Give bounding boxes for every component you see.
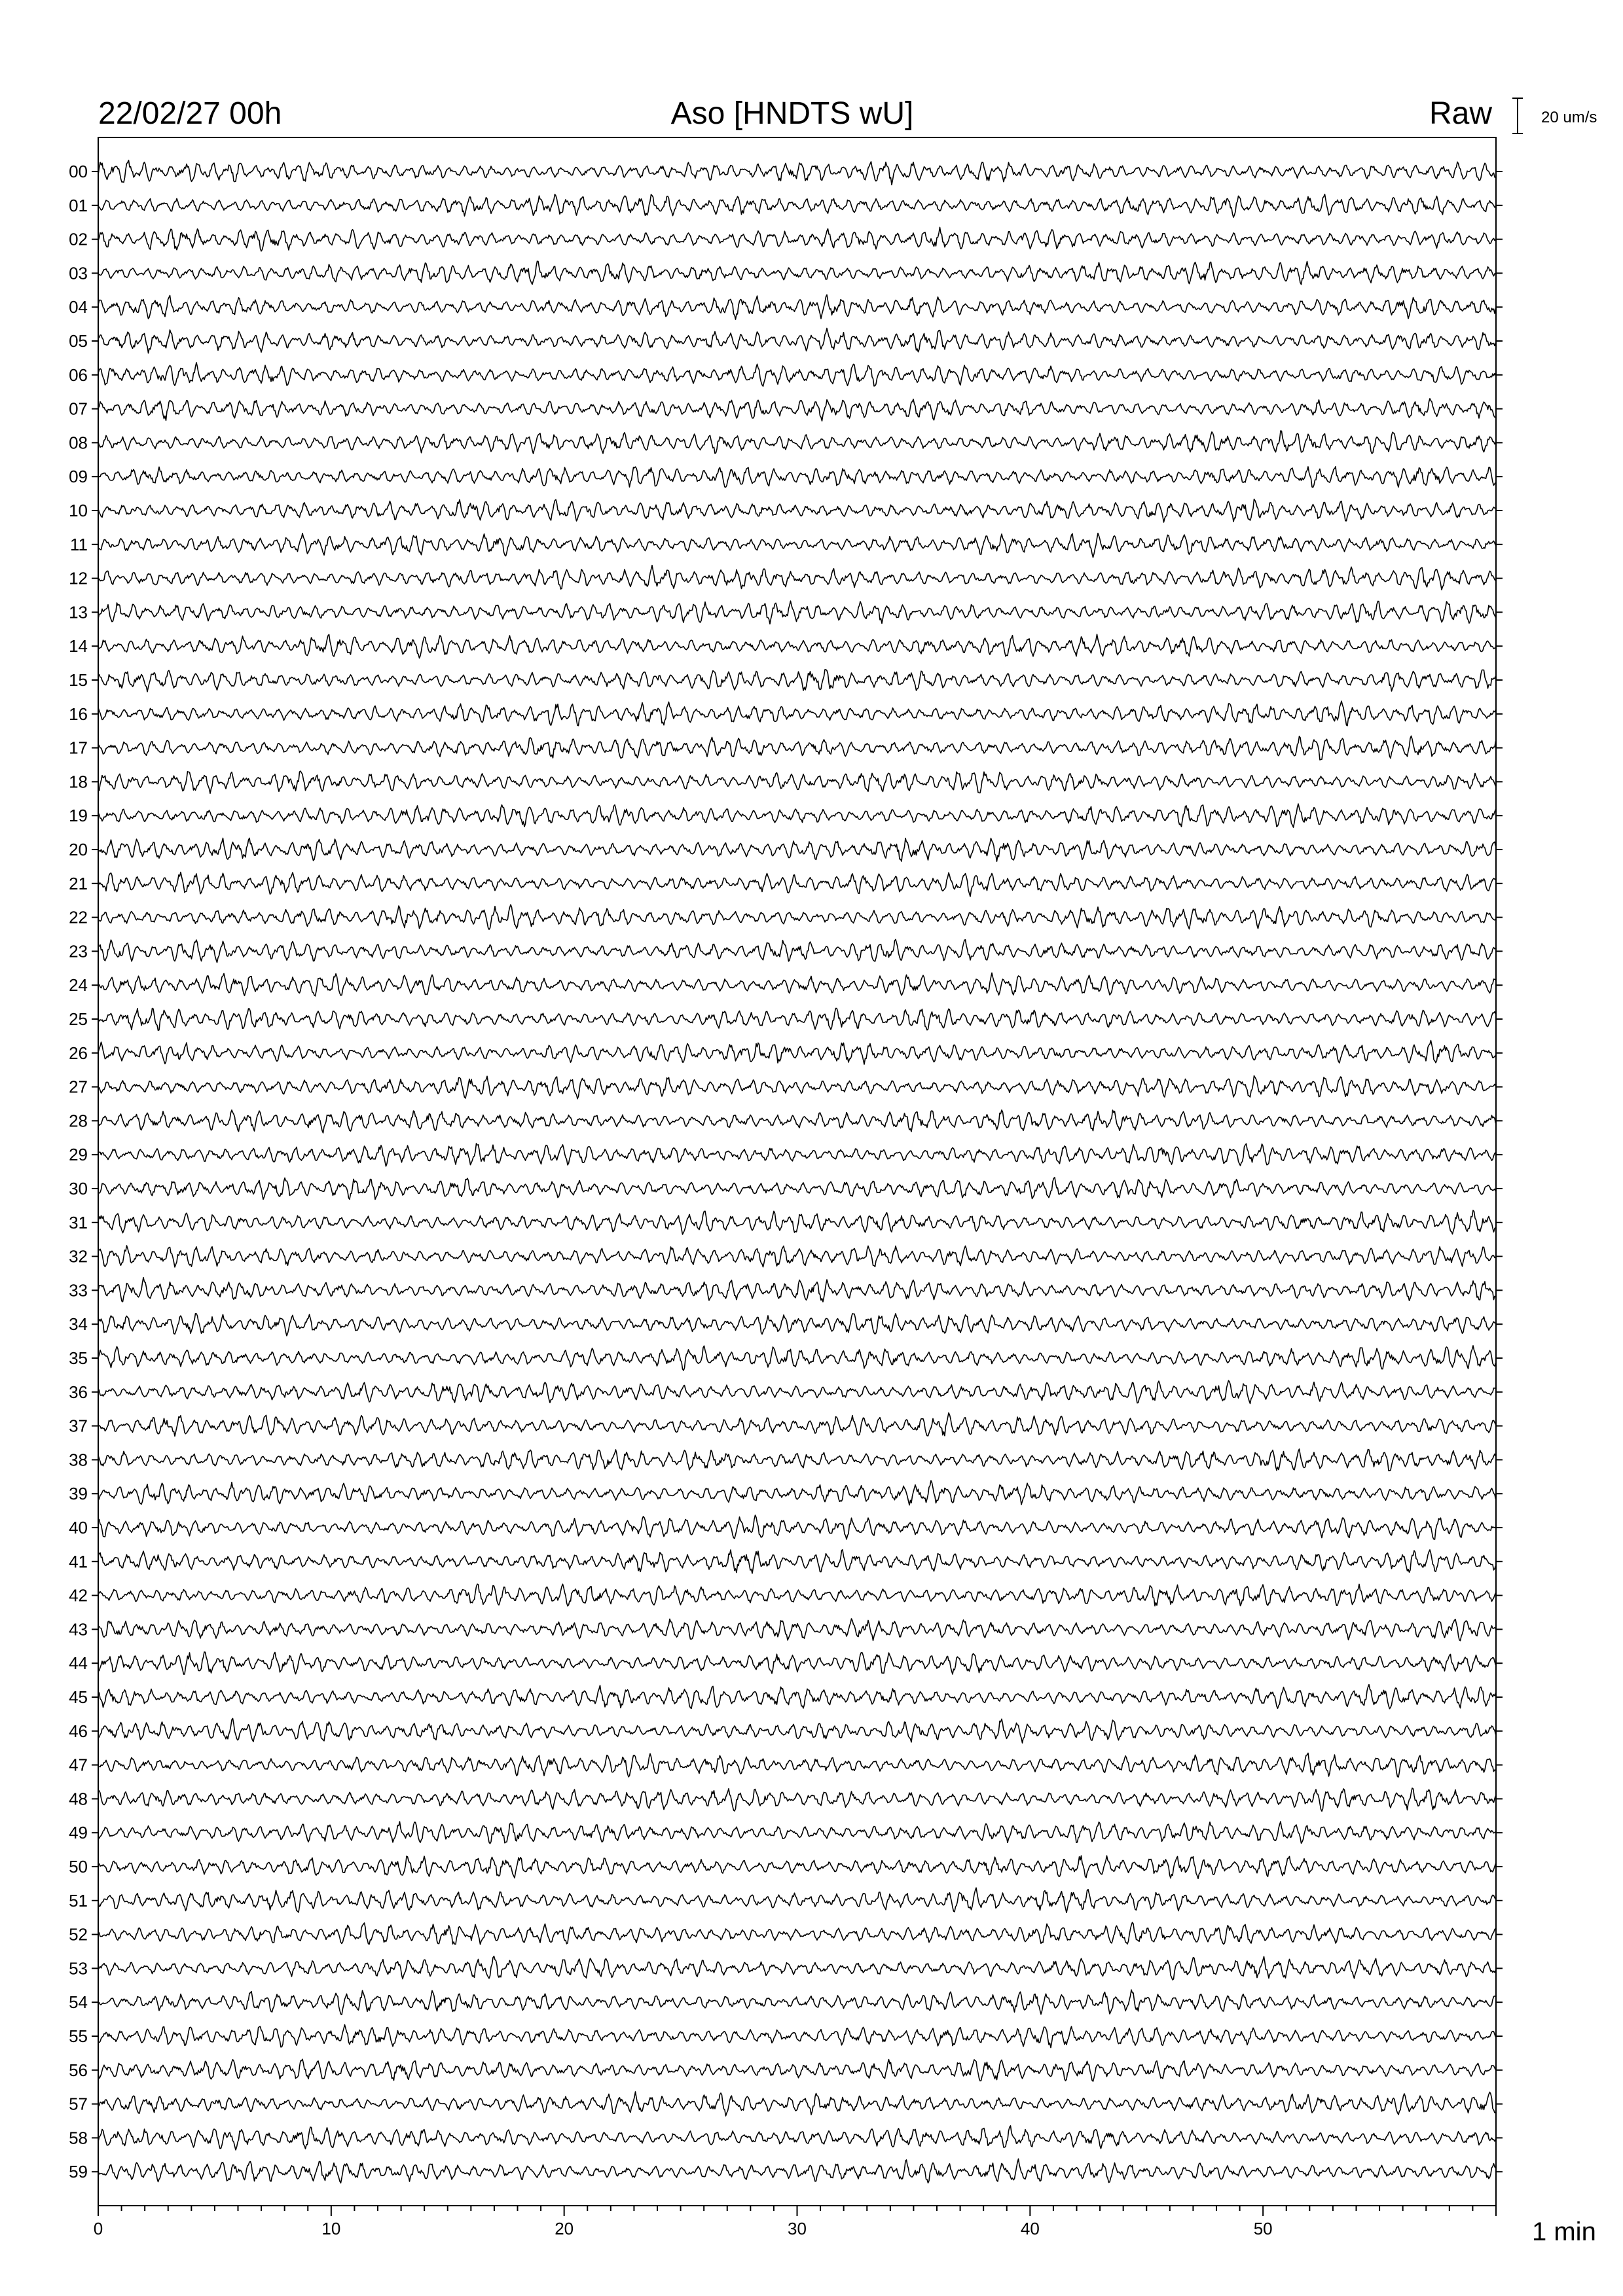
row-label-19: 19: [69, 806, 88, 826]
station-title: Aso [HNDTS wU]: [670, 96, 914, 131]
row-label-29: 29: [69, 1145, 88, 1165]
trace-row-02: [98, 227, 1496, 251]
row-label-23: 23: [69, 941, 88, 961]
row-label-39: 39: [69, 1484, 88, 1504]
trace-row-13: [98, 601, 1496, 624]
row-label-26: 26: [69, 1043, 88, 1063]
trace-row-50: [98, 1856, 1496, 1878]
x-tick-label-0: 0: [93, 2219, 103, 2238]
row-label-22: 22: [69, 907, 88, 927]
x-tick-label-40: 40: [1020, 2219, 1040, 2238]
trace-row-24: [98, 973, 1496, 996]
x-tick-label-10: 10: [321, 2219, 341, 2238]
trace-row-29: [98, 1143, 1496, 1166]
trace-row-37: [98, 1413, 1496, 1437]
trace-row-05: [98, 329, 1496, 353]
trace-row-25: [98, 1009, 1496, 1031]
trace-row-23: [98, 939, 1496, 962]
trace-row-19: [98, 804, 1496, 827]
row-label-12: 12: [69, 568, 88, 588]
x-unit-label: 1 min: [1532, 2217, 1596, 2246]
x-tick-label-30: 30: [788, 2219, 807, 2238]
trace-row-15: [98, 670, 1496, 692]
trace-row-01: [98, 194, 1496, 217]
trace-row-06: [98, 363, 1496, 386]
row-label-58: 58: [69, 2128, 88, 2148]
row-label-48: 48: [69, 1789, 88, 1809]
trace-row-31: [98, 1210, 1496, 1234]
datetime-title: 22/02/27 00h: [98, 96, 282, 131]
row-label-10: 10: [69, 501, 88, 520]
scale-bar: [1512, 98, 1523, 134]
trace-row-16: [98, 701, 1496, 726]
trace-row-28: [98, 1110, 1496, 1133]
x-ticks-group: [94, 2206, 1496, 2238]
row-label-37: 37: [69, 1416, 88, 1436]
trace-row-04: [98, 295, 1496, 319]
trace-row-26: [98, 1041, 1496, 1065]
trace-row-45: [98, 1685, 1496, 1709]
row-label-40: 40: [69, 1518, 88, 1537]
row-label-57: 57: [69, 2094, 88, 2114]
row-label-49: 49: [69, 1823, 88, 1843]
row-label-50: 50: [69, 1857, 88, 1876]
row-label-45: 45: [69, 1687, 88, 1707]
row-label-42: 42: [69, 1585, 88, 1605]
trace-row-46: [98, 1719, 1496, 1744]
traces-group: [98, 160, 1496, 2183]
mode-label: Raw: [1429, 96, 1492, 131]
trace-row-36: [98, 1380, 1496, 1403]
row-label-04: 04: [69, 297, 88, 317]
x-tick-label-50: 50: [1253, 2219, 1273, 2238]
trace-row-17: [98, 736, 1496, 760]
row-label-24: 24: [69, 975, 88, 996]
trace-row-11: [98, 533, 1496, 558]
trace-row-00: [98, 160, 1496, 185]
row-label-09: 09: [69, 467, 88, 487]
trace-row-43: [98, 1619, 1496, 1641]
row-label-07: 07: [69, 399, 88, 419]
row-label-38: 38: [69, 1450, 88, 1470]
trace-row-18: [98, 771, 1496, 793]
trace-row-07: [98, 399, 1496, 421]
row-label-11: 11: [70, 534, 88, 554]
row-label-43: 43: [69, 1619, 88, 1640]
row-label-56: 56: [69, 2060, 88, 2080]
row-label-46: 46: [69, 1721, 88, 1741]
row-label-34: 34: [69, 1314, 88, 1335]
trace-row-34: [98, 1314, 1496, 1336]
row-label-36: 36: [69, 1382, 88, 1402]
row-label-08: 08: [69, 433, 88, 453]
trace-row-08: [98, 431, 1496, 454]
trace-row-57: [98, 2092, 1496, 2116]
row-label-54: 54: [69, 1992, 88, 2013]
row-label-15: 15: [69, 670, 88, 690]
trace-row-27: [98, 1076, 1496, 1099]
trace-row-03: [98, 261, 1496, 285]
trace-row-44: [98, 1652, 1496, 1674]
row-label-17: 17: [69, 738, 88, 758]
row-label-02: 02: [69, 229, 88, 249]
trace-row-41: [98, 1550, 1496, 1573]
row-label-51: 51: [69, 1890, 88, 1910]
row-label-01: 01: [69, 195, 88, 215]
trace-row-52: [98, 1922, 1496, 1945]
trace-row-59: [98, 2159, 1496, 2183]
row-label-55: 55: [69, 2026, 88, 2046]
trace-row-48: [98, 1788, 1496, 1811]
trace-row-12: [98, 565, 1496, 590]
row-label-06: 06: [69, 365, 88, 385]
row-label-44: 44: [69, 1653, 88, 1674]
trace-row-32: [98, 1246, 1496, 1267]
row-label-47: 47: [69, 1755, 88, 1775]
scale-bar-label: 20 um/s: [1541, 109, 1597, 126]
row-ticks-group: [69, 162, 1503, 2181]
row-label-53: 53: [69, 1958, 88, 1979]
trace-row-35: [98, 1346, 1496, 1371]
row-label-35: 35: [69, 1348, 88, 1368]
trace-row-33: [98, 1278, 1496, 1302]
trace-row-53: [98, 1956, 1496, 1980]
row-label-30: 30: [69, 1179, 88, 1198]
trace-row-30: [98, 1177, 1496, 1200]
row-label-33: 33: [69, 1280, 88, 1300]
trace-row-09: [98, 467, 1496, 488]
trace-row-20: [98, 838, 1496, 862]
trace-row-22: [98, 905, 1496, 929]
row-label-14: 14: [69, 636, 88, 656]
row-label-41: 41: [69, 1551, 88, 1571]
trace-row-55: [98, 2024, 1496, 2047]
trace-row-54: [98, 1990, 1496, 2015]
trace-row-56: [98, 2059, 1496, 2081]
row-label-20: 20: [69, 840, 88, 859]
trace-row-49: [98, 1821, 1496, 1844]
row-label-05: 05: [69, 331, 88, 351]
trace-row-10: [98, 499, 1496, 522]
row-label-28: 28: [69, 1111, 88, 1131]
row-label-25: 25: [69, 1009, 88, 1029]
row-label-03: 03: [69, 263, 88, 283]
trace-row-38: [98, 1449, 1496, 1471]
trace-row-21: [98, 872, 1496, 897]
trace-row-47: [98, 1753, 1496, 1778]
trace-row-40: [98, 1515, 1496, 1539]
row-label-18: 18: [69, 772, 88, 792]
row-label-13: 13: [69, 602, 88, 622]
trace-row-58: [98, 2126, 1496, 2150]
row-label-00: 00: [69, 162, 88, 181]
trace-row-42: [98, 1584, 1496, 1606]
row-label-27: 27: [69, 1077, 88, 1097]
row-label-31: 31: [69, 1212, 88, 1232]
row-label-32: 32: [69, 1246, 88, 1266]
row-label-16: 16: [69, 704, 88, 724]
trace-row-51: [98, 1888, 1496, 1912]
row-label-52: 52: [69, 1924, 88, 1945]
trace-row-39: [98, 1480, 1496, 1505]
x-tick-label-20: 20: [555, 2219, 574, 2238]
trace-row-14: [98, 634, 1496, 658]
row-label-59: 59: [69, 2162, 88, 2182]
row-label-21: 21: [69, 873, 88, 893]
